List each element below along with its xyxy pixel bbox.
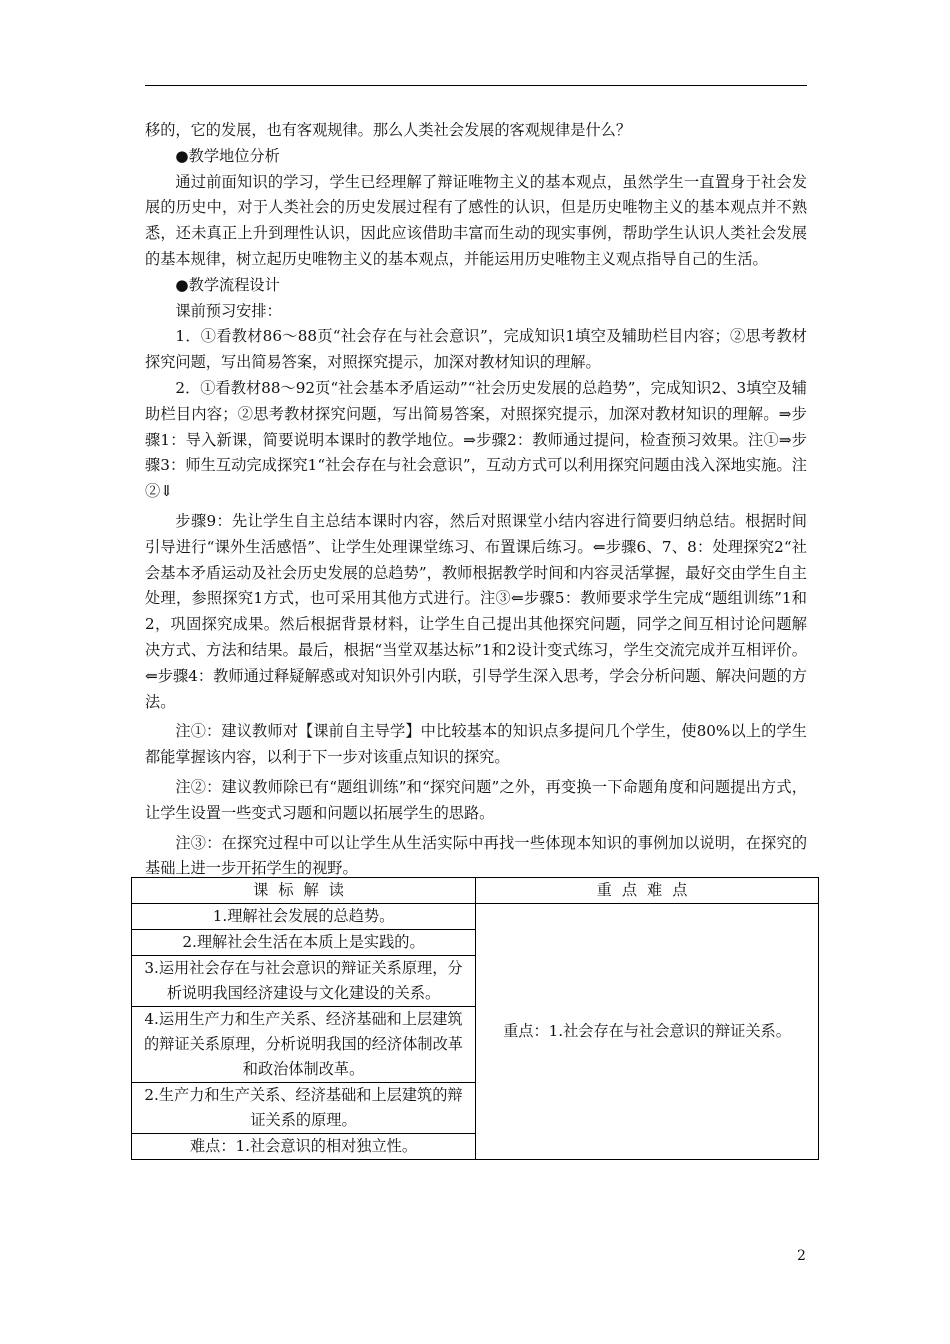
paragraph-position-analysis: 通过前面知识的学习，学生已经理解了辩证唯物主义的基本观点，虽然学生一直置身于社会发展的历史中，对于人类社会的历史发展过程有了感性的认识，但是历史唯物主义的基本观点并不熟悉，还未真正上升到理性认识，因此应该借助丰富而生动的现实事例，帮助学生认识人类社会发展的基本规律，树立起历史唯物主义的基本观点，并能运用历史唯物主义观点指导自己的生活。: [145, 172, 807, 268]
table-cell: 2.理解社会生活在本质上是实践的。: [132, 930, 476, 956]
header-rule: [145, 85, 807, 86]
body-text: [145, 118, 807, 882]
header-key-points: 重点难点: [476, 878, 819, 904]
table-cell: 2.生产力和生产关系、经济基础和上层建筑的辩证关系的原理。: [132, 1083, 476, 1134]
paragraph-preview-title: 课前预习安排：: [175, 301, 282, 320]
table-cell: 难点：1.社会意识的相对独立性。: [132, 1134, 476, 1160]
table-header-row: [132, 878, 819, 904]
table-cell: 1.理解社会发展的总趋势。: [132, 904, 476, 930]
page-number: 2: [797, 1248, 806, 1264]
paragraph-step-9: 步骤9：先让学生自主总结本课时内容，然后对照课堂小结内容进行简要归纳总结。根据时间引导进行“课外生活感悟”、让学生处理课堂练习、布置课后练习。⇐步骤6、7、8：处理探究2“社会基本矛盾运动及社会历史发展的总趋势”，教师根据教学时间和内容灵活掌握，最好交由学生自主处理，参照探究1方式，也可采用其他方式进行。注③⇐步骤5：教师要求学生完成“题组训练”1和2，巩固探究成果。然后根据背景材料，让学生自己提出其他探究问题，同学之间互相讨论问题解决方式、方法和结果。最后，根据“当堂双基达标”1和2设计变式练习，学生交流完成并互相评价。⇐步骤4：教师通过释疑解惑或对知识外引内联，引导学生深入思考，学会分析问题、解决问题的方法。: [145, 511, 807, 711]
note-3: 注③：在探究过程中可以让学生从生活实际中再找一些体现本知识的事例加以说明，在探究的基础上进一步开拓学生的视野。: [145, 833, 807, 878]
section-heading-position: ●教学地位分析: [175, 146, 280, 165]
paragraph-continuation: 移的，它的发展，也有客观规律。那么人类社会发展的客观规律是什么？: [145, 121, 631, 139]
note-1: 注①：建议教师对【课前自主导学】中比较基本的知识点多提问几个学生，使80%以上的学生都能掌握该内容，以利于下一步对该重点知识的探究。: [145, 722, 807, 767]
note-2: 注②：建议教师除已有“题组训练”和“探究问题”之外，再变换一下命题角度和问题提出方式，让学生设置一些变式习题和问题以拓展学生的思路。: [145, 777, 807, 822]
curriculum-table: [131, 877, 819, 1160]
table-cell: 3.运用社会存在与社会意识的辩证关系原理，分析说明我国经济建设与文化建设的关系。: [132, 956, 476, 1007]
section-heading-flow: ●教学流程设计: [175, 275, 280, 294]
key-point-cell: 重点：1.社会存在与社会意识的辩证关系。: [476, 904, 819, 1160]
table-row: [132, 904, 819, 930]
paragraph-preview-2: 2．①看教材88～92页“社会基本矛盾运动”“社会历史发展的总趋势”，完成知识2、3填空及辅助栏目内容；②思考教材探究问题，写出简易答案，对照探究提示，加深对教材知识的理解。⇒步骤1：导入新课，简要说明本课时的教学地位。⇒步骤2：教师通过提问，检查预习效果。注①⇒步骤3：师生互动完成探究1“社会存在与社会意识”，互动方式可以利用探究问题由浅入深地实施。注②⇓: [145, 378, 807, 501]
header-curriculum: 课标解读: [132, 878, 476, 904]
paragraph-preview-1: 1．①看教材86～88页“社会存在与社会意识”，完成知识1填空及辅助栏目内容；②思考教材探究问题，写出简易答案，对照探究提示，加深对教材知识的理解。: [145, 327, 807, 372]
table-cell: 4.运用生产力和生产关系、经济基础和上层建筑的辩证关系原理，分析说明我国的经济体制改革和政治体制改革。: [132, 1007, 476, 1083]
